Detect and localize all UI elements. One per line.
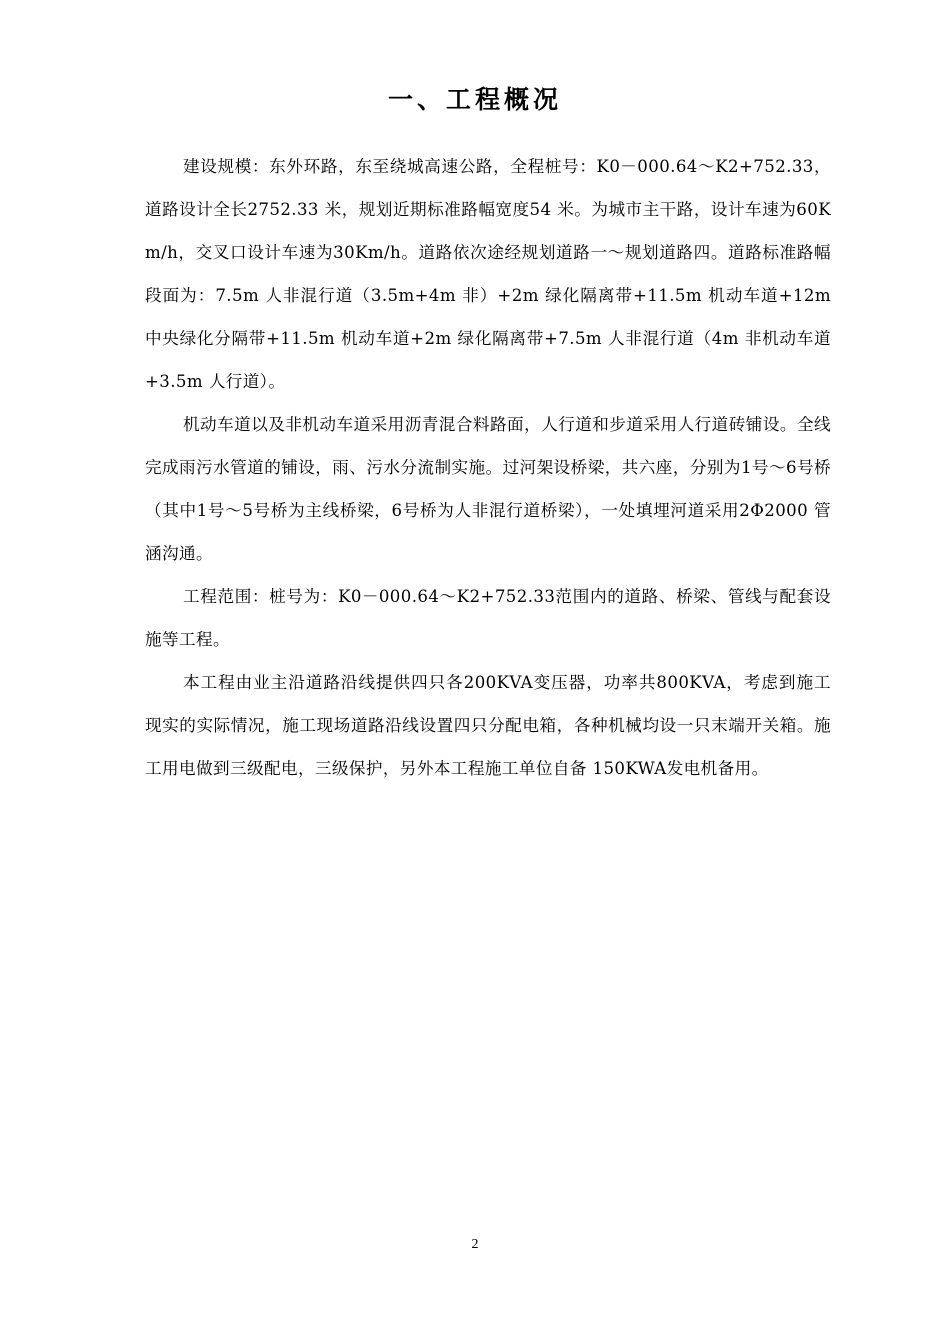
paragraph-roadway-materials: 机动车道以及非机动车道采用沥青混合料路面，人行道和步道采用人行道砖铺设。全线完成雨污水管道的铺设，雨、污水分流制实施。过河架设桥梁，共六座，分别为1号～6号桥（其中1号～5号桥为主线桥梁，6号桥为人非混行道桥梁），一处填埋河道采用2Φ2000 管涵沟通。 [145, 415, 831, 563]
paragraph-power-supply: 本工程由业主沿道路沿线提供四只各200KVA变压器，功率共800KVA，考虑到施工现实的实际情况，施工现场道路沿线设置四只分配电箱，各种机械均设一只末端开关箱。施工用电做到三级配电，三级保护，另外本工程施工单位自备 150KWA发电机备用。 [145, 673, 831, 778]
paragraph-construction-scale: 建设规模：东外环路，东至绕城高速公路，全程桩号：K0－000.64～K2+752.33，道路设计全长2752.33 米，规划近期标准路幅宽度54 米。为城市主干路，设计车速为60Km/h，交叉口设计车速为30Km/h。道路依次途经规划道路一～规划道路四。道路标准路幅段面为：7.5m 人非混行道（3.5m+4m 非）+2m 绿化隔离带+11.5m 机动车道+12m 中央绿化分隔带+11.5m 机动车道+2m 绿化隔离带+7.5m 人非混行道（4m 非机动车道+3.5m 人行道）。 [145, 157, 831, 391]
body-text [145, 145, 831, 790]
paragraph-project-scope: 工程范围：桩号为：K0－000.64～K2+752.33范围内的道路、桥梁、管线与配套设施等工程。 [145, 587, 831, 649]
page-number: 2 [471, 1237, 479, 1252]
section-title: 一、工程概况 [387, 85, 562, 114]
